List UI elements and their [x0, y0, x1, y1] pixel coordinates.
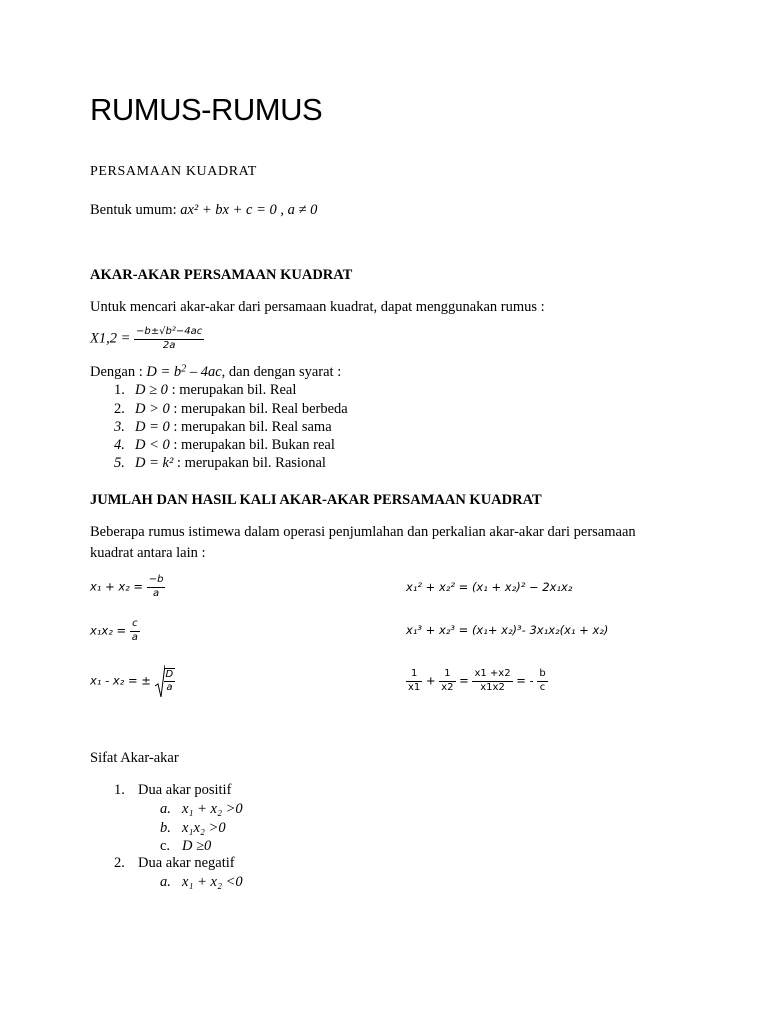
discriminant-line: [90, 364, 341, 381]
section-title-persamaan-kuadrat: PERSAMAAN KUADRAT: [90, 164, 257, 179]
intro3-line2: kuadrat antara lain :: [90, 545, 206, 561]
reciprocal-sum-formula: $\frac{1}{x1}$ + $\frac{1}{x2}$ = $\frac{x1 +x2}{x1x2}$ = - $\frac{b}{c}$: [408, 668, 546, 693]
general-form-formula: ax² + bx + c = 0 , a ≠ 0: [180, 202, 318, 218]
intro3-line1: Beberapa rumus istimewa dalam operasi penjumlahan dan perkalian akar-akar dari persamaan: [90, 524, 636, 540]
intro-text: Untuk mencari akar-akar dari persamaan kuadrat, dapat menggunakan rumus :: [90, 299, 545, 315]
heading-akar-akar: AKAR-AKAR PERSAMAAN KUADRAT: [90, 267, 353, 283]
quadratic-formula-denominator: 2a: [162, 339, 176, 351]
discriminant-label: Dengan :: [90, 364, 143, 380]
sum-of-cubes-formula: x₁³ + x₂³ = (x₁+ x₂)³- 3x₁x₂(x₁ + x₂): [406, 623, 609, 637]
difference-of-roots-formula: x₁ - x₂ = ± $\frac{D}{a}$: [90, 664, 175, 698]
discriminant-rest: , dan dengan syarat :: [221, 364, 342, 380]
general-form: [90, 202, 317, 219]
sifat-title: Sifat Akar-akar: [90, 750, 179, 766]
quadratic-formula: [90, 326, 204, 352]
page-title: RUMUS-RUMUS: [90, 92, 323, 127]
quadratic-formula-numerator: −b±√b²−4ac: [134, 326, 204, 340]
conditions-list: 1. D ≥ 0 : merupakan bil. Real 2. D > 0 : merupakan bil. Real berbeda 3. D = 0 : merupakan bil. Real sama 4. D < 0 : merupakan bil. Bukan real 5. D = k² : merupakan bil. Rasional: [114, 382, 348, 471]
sum-of-roots-formula: x₁ + x₂ = $\frac{-b}{a}$: [90, 574, 164, 599]
discriminant-formula: $D = b^2 - 4ac$: [146, 363, 222, 380]
quadratic-formula-lhs: X1,2 =: [90, 330, 131, 347]
sifat-list: 1. Dua akar positif a. x₁ + x₂ >0 b. x₁x₂ >0 c. D ≥0 2. Dua akar negatif a. x₁ + x₂ <0: [114, 782, 243, 890]
quadratic-formula-fraction: [134, 326, 204, 352]
product-of-roots-formula: x₁x₂ = $\frac{c}{a}$: [90, 618, 138, 643]
heading-jumlah-hasil-kali: JUMLAH DAN HASIL KALI AKAR-AKAR PERSAMAAN KUADRAT: [90, 492, 542, 508]
sum-of-squares-formula: x₁² + x₂² = (x₁ + x₂)² − 2x₁x₂: [406, 580, 573, 594]
general-form-label: Bentuk umum:: [90, 202, 177, 218]
